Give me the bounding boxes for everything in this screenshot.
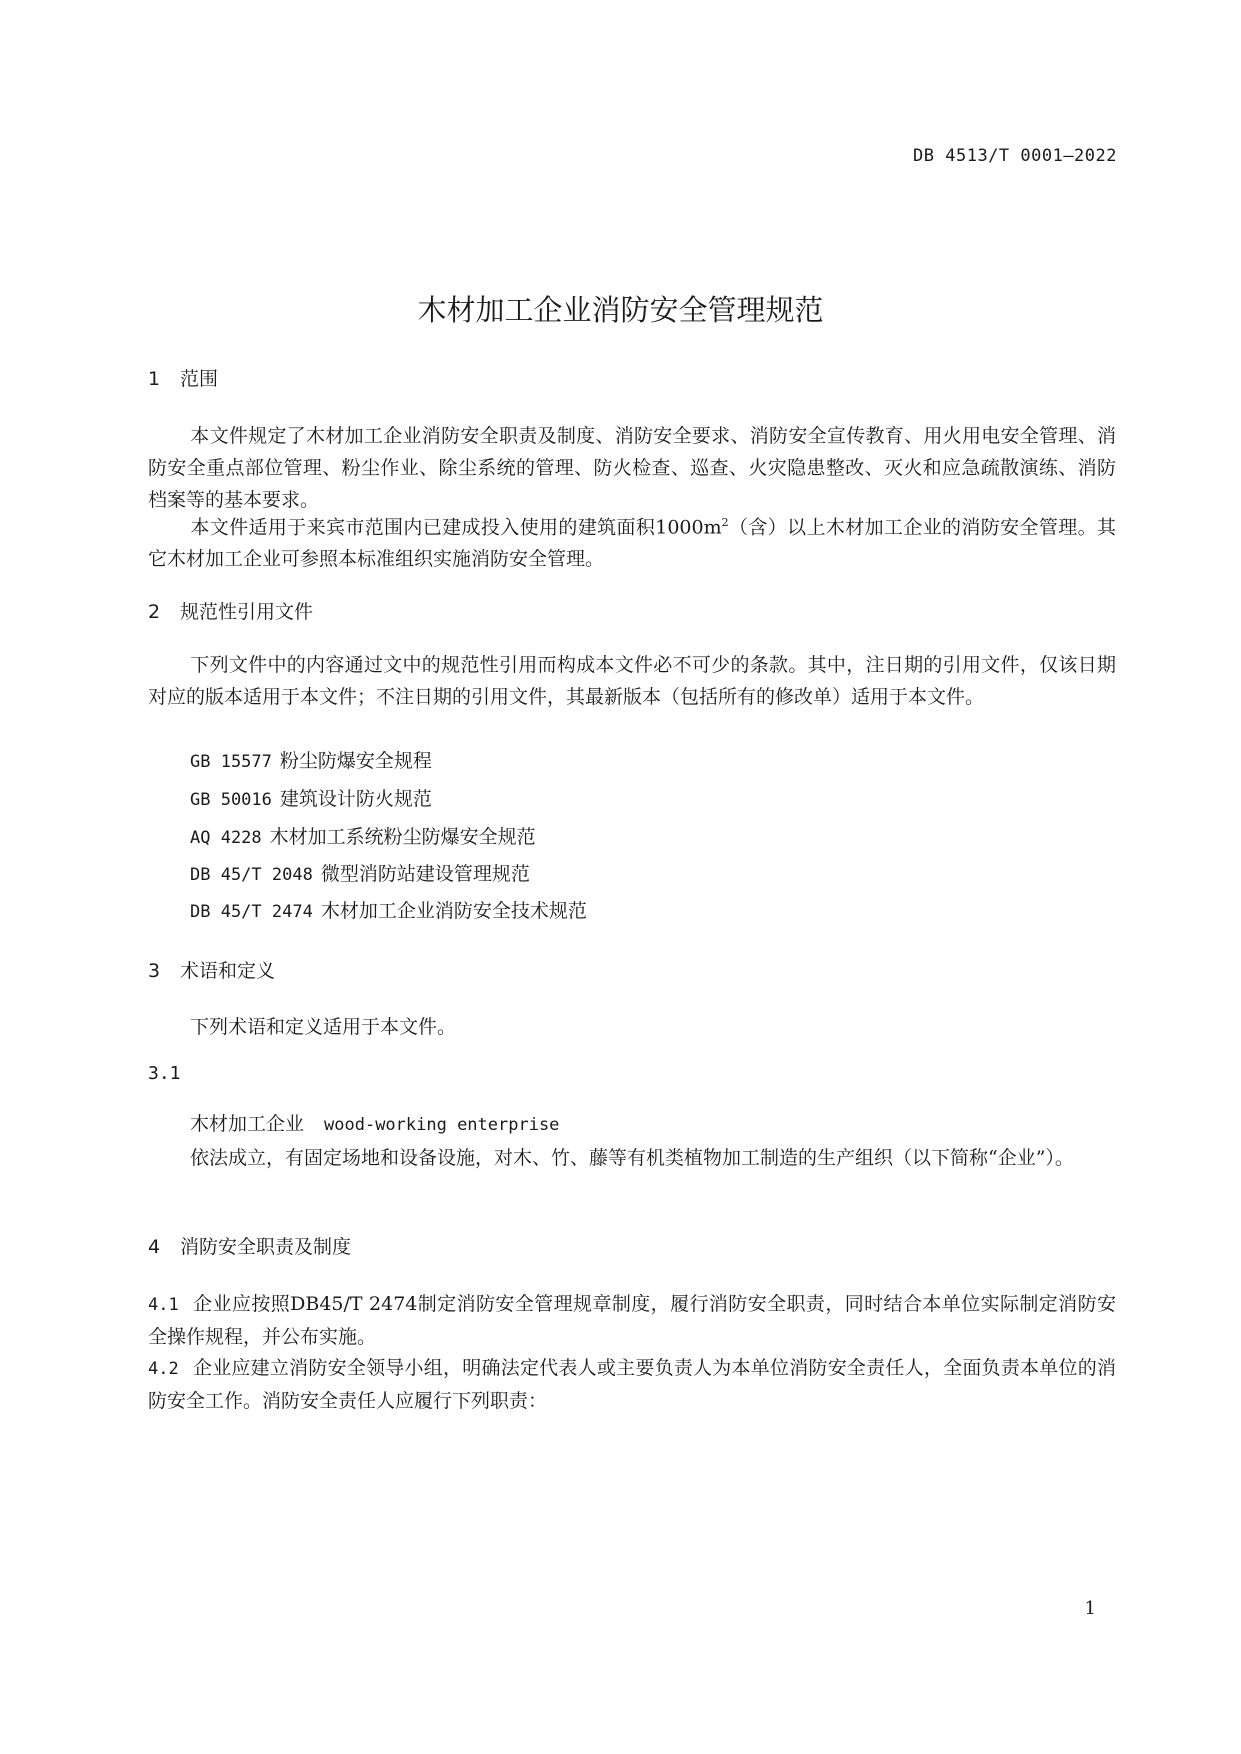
clause-4-1: 4.1 企业应按照DB45/T 2474制定消防安全管理规章制度，履行消防安全职责，同时结合本单位实际制定消防安全操作规程，并公布实施。	[148, 1293, 1116, 1348]
reference-item: GB 15577 粉尘防爆安全规程	[190, 750, 432, 772]
section-number: 2	[148, 601, 161, 623]
section-1-heading	[148, 364, 218, 391]
clause-4-2: 4.2 企业应建立消防安全领导小组，明确法定代表人或主要负责人为本单位消防安全责任人，全面负责本单位的消防安全工作。消防安全责任人应履行下列职责：	[148, 1357, 1116, 1412]
page-number: 1	[1084, 1598, 1096, 1619]
term-definition: 依法成立，有固定场地和设备设施，对木、竹、藤等有机类植物加工制造的生产组织（以下简称“企业”）。	[190, 1147, 1074, 1169]
reference-item: DB 45/T 2048 微型消防站建设管理规范	[190, 863, 530, 885]
section-number: 3	[148, 960, 161, 982]
reference-item: AQ 4228 木材加工系统粉尘防爆安全规范	[190, 826, 536, 848]
section-3-paragraph-1: 下列术语和定义适用于本文件。	[190, 1016, 457, 1038]
reference-item: GB 50016 建筑设计防火规范	[190, 788, 432, 810]
term-chinese: 木材加工企业	[190, 1113, 305, 1135]
section-2-heading	[148, 597, 313, 624]
section-number: 1	[148, 368, 161, 390]
section-title: 消防安全职责及制度	[180, 1236, 352, 1258]
reference-item: DB 45/T 2474 木材加工企业消防安全技术规范	[190, 900, 587, 922]
section-3-heading	[148, 956, 275, 983]
section-1-paragraph-2: 本文件适用于来宾市范围内已建成投入使用的建筑面积$1000m^2$（含）以上木材加工企业的消防安全管理。其它木材加工企业可参照本标准组织实施消防安全管理。	[148, 516, 1116, 571]
section-2-paragraph-1: 下列文件中的内容通过文中的规范性引用而构成本文件必不可少的条款。其中，注日期的引用文件，仅该日期对应的版本适用于本文件；不注日期的引用文件，其最新版本（包括所有的修改单）适用于本文件。	[148, 654, 1116, 708]
term-entry	[190, 1109, 559, 1136]
section-number: 4	[148, 1236, 161, 1258]
section-title: 范围	[180, 368, 219, 390]
term-english: wood-working enterprise	[324, 1115, 560, 1135]
clause-number: 3.1	[148, 1063, 181, 1084]
document-title: 木材加工企业消防安全管理规范	[417, 293, 824, 327]
section-1-paragraph-1: 本文件规定了木材加工企业消防安全职责及制度、消防安全要求、消防安全宣传教育、用火用电安全管理、消防安全重点部位管理、粉尘作业、除尘系统的管理、防火检查、巡查、火灾隐患整改、灭火和应急疏散演练、消防档案等的基本要求。	[148, 425, 1116, 511]
document-code: DB 4513/T 0001—2022	[913, 146, 1117, 166]
section-4-heading	[148, 1232, 351, 1259]
section-title: 术语和定义	[180, 960, 276, 982]
section-title: 规范性引用文件	[180, 601, 314, 623]
